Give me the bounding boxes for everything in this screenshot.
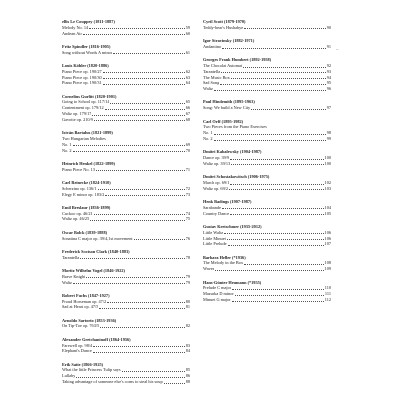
piece-title: No. 1: [203, 130, 213, 136]
piece-title: Waltz: [203, 86, 213, 92]
toc-entry[interactable]: [203, 44, 331, 50]
piece-title: Sonatina C major op. 39/4,1st movement: [62, 235, 133, 241]
dot-leader: [235, 295, 324, 296]
dot-leader: [80, 258, 185, 259]
page-number: 98: [326, 130, 331, 136]
piece-title: The Melody in the Box: [203, 260, 244, 266]
dot-leader: [110, 103, 184, 104]
collection-title: Two Hungarian Melodies: [62, 135, 106, 141]
composer-name: Dmitri Kabalewsky (1904-1987): [203, 149, 262, 155]
page-number: 76: [185, 235, 190, 241]
page-number: 59: [185, 24, 190, 30]
page-number: 100: [324, 160, 331, 166]
dot-leader: [93, 352, 185, 353]
dot-leader: [214, 90, 326, 91]
piece-title: Mazurka D minor: [203, 291, 234, 297]
composer-section: [203, 255, 331, 272]
piece-title: Gavotte op. 210/9: [62, 116, 93, 122]
dot-leader: [222, 48, 326, 49]
toc-right-column: [203, 19, 331, 310]
page-number: 112: [324, 296, 331, 302]
page-number: 92: [326, 62, 331, 68]
composer-section: [203, 224, 331, 247]
composer-name: ellis Le Couppey (1811-1887): [62, 19, 115, 24]
toc-entry[interactable]: [203, 186, 331, 192]
dot-leader: [73, 151, 185, 152]
composer-section: [203, 57, 331, 92]
piece-title: Sad at Heart op. 47/5: [62, 304, 99, 310]
dot-leader: [232, 289, 324, 290]
page-number: 99: [326, 135, 331, 141]
piece-title: Little Prelude: [203, 241, 227, 247]
toc-entry[interactable]: [62, 192, 190, 198]
composer-section: [203, 174, 331, 191]
toc-entry[interactable]: [203, 241, 331, 247]
dot-leader: [230, 159, 323, 160]
dot-leader: [107, 302, 185, 303]
dot-leader: [230, 184, 323, 185]
composer-section: [62, 180, 190, 197]
composer-section: [62, 362, 190, 385]
piece-title: Piano Piece No. 13: [62, 166, 95, 172]
composer-section: [203, 119, 331, 142]
composer-section: [203, 199, 331, 216]
piece-title: Lullaby: [62, 373, 76, 379]
toc-entry[interactable]: [203, 161, 331, 167]
page-number: 90: [326, 24, 331, 30]
piece-title: Piano Piece op. 190/31: [62, 80, 102, 86]
toc-entry[interactable]: [203, 105, 331, 111]
toc-entry[interactable]: [62, 255, 190, 261]
composer-name: Hans-Günter Heumann (*1955): [203, 279, 262, 285]
composer-section: [203, 99, 331, 111]
composer-name: István Bartalus (1821-1899): [62, 130, 113, 136]
composer-section: [62, 205, 190, 222]
dot-leader: [105, 195, 184, 196]
piece-title: Waves: [203, 266, 215, 272]
page-number: 65: [185, 99, 190, 105]
composer-name: Moritz Wilhelm Vogel (1846-1922): [62, 267, 125, 273]
page-number: 67: [185, 111, 190, 117]
page-number: 94: [326, 74, 331, 80]
dot-leader: [90, 220, 184, 221]
page-number: 103: [324, 185, 331, 191]
page-number: 70: [185, 147, 190, 153]
toc-entry[interactable]: [62, 236, 190, 242]
composer-name: Louis Köhler (1820-1886): [62, 62, 109, 68]
dot-leader: [224, 233, 323, 234]
composer-section: [62, 249, 190, 261]
dot-leader: [244, 264, 323, 265]
piece-title: Little Minuet: [203, 235, 226, 241]
dot-leader: [103, 72, 185, 73]
composer-name: Erik Satie (1866-1925): [62, 361, 104, 367]
page-number: 64: [185, 80, 190, 86]
page-number: 86: [185, 373, 190, 379]
page-number: 97: [326, 105, 331, 111]
toc-entry[interactable]: [62, 167, 190, 173]
toc-entry[interactable]: [62, 323, 190, 329]
page-number: 108: [324, 260, 331, 266]
toc-entry[interactable]: [62, 348, 190, 354]
piece-title: Dance op. 39/9: [203, 155, 230, 161]
composer-name: Fritz Spindler (1816-1905): [62, 43, 111, 49]
dot-leader: [164, 383, 185, 384]
piece-title: Piano Piece op. 190/30: [62, 74, 102, 80]
piece-title: Sad Song: [203, 80, 220, 86]
dot-leader: [215, 270, 323, 271]
piece-title: Sarabande: [203, 204, 221, 210]
dot-leader: [214, 134, 326, 135]
composer-name: Paul Hindemith (1895-1963): [203, 99, 255, 105]
piece-title: Cuckoo op. 46/21: [62, 210, 93, 216]
composer-name: Carl Reinecke (1824-1910): [62, 179, 111, 185]
page-number: 61: [185, 49, 190, 55]
dot-leader: [73, 283, 185, 284]
piece-title: Tarantella: [62, 254, 80, 260]
page-number: 110: [324, 285, 331, 291]
piece-title: Little Waltz: [203, 229, 224, 235]
page-number: 60: [185, 30, 190, 36]
page-number: 78: [185, 254, 190, 260]
page-number: 68: [185, 116, 190, 122]
composer-name: Henk Badings (1907-1987): [203, 199, 252, 205]
toc-entry[interactable]: [62, 117, 190, 123]
dot-leader: [100, 327, 185, 328]
page-number: 107: [324, 241, 331, 247]
piece-title: Waltz: [62, 279, 72, 285]
piece-title: The Chocolat Automat: [203, 62, 243, 68]
piece-title: No. 2: [62, 147, 72, 153]
dot-leader: [103, 78, 185, 79]
dot-leader: [83, 34, 185, 35]
piece-title: Elephant's Dance: [62, 348, 92, 354]
piece-title: Country Dance: [203, 210, 230, 216]
dot-leader: [89, 28, 185, 29]
composer-section: [62, 63, 190, 86]
piece-title: Piano Piece op. 190/27: [62, 68, 102, 74]
page-number: 100: [324, 155, 331, 161]
dot-leader: [98, 189, 185, 190]
page-number: 71: [185, 166, 190, 172]
composer-name: Arnoldo Sartorio (1853-1936): [62, 317, 117, 323]
toc-entry[interactable]: [203, 136, 331, 142]
dot-leader: [76, 377, 184, 378]
piece-title: Waltz op. 46/25: [62, 216, 90, 222]
toc-left-column: [62, 19, 190, 392]
piece-title: Minuet G major: [203, 296, 231, 302]
piece-title: Waltz op. 179/17: [62, 111, 92, 117]
composer-name: Heinrich Henkel (1822-1899): [62, 160, 115, 166]
composer-name: Robert Fuchs (1847-1927): [62, 292, 110, 298]
toc-entry[interactable]: [203, 266, 331, 272]
page-number: 106: [324, 229, 331, 235]
dot-leader: [243, 67, 326, 68]
page-number: 63: [185, 74, 190, 80]
page-number: 82: [185, 323, 190, 329]
piece-title: No. 2: [203, 135, 213, 141]
piece-title: Taking advantage of someone else's corns to steal his soup: [62, 379, 163, 385]
page-number: 79: [185, 279, 190, 285]
dot-leader: [94, 120, 185, 121]
piece-title: March op. 69/1: [203, 179, 230, 185]
dot-leader: [228, 245, 324, 246]
dot-leader: [86, 277, 184, 278]
composer-name: Igor Stravinsky (1882-1971): [203, 38, 255, 44]
dot-leader: [230, 214, 323, 215]
dot-leader: [122, 371, 185, 372]
composer-section: [62, 161, 190, 173]
composer-section: [203, 19, 331, 31]
toc-entry[interactable]: [62, 50, 190, 56]
toc-entry[interactable]: [203, 86, 331, 92]
piece-title: Waltz op. 69/2: [203, 185, 229, 191]
dot-leader: [222, 208, 324, 209]
dot-leader: [93, 346, 185, 347]
piece-title: On Tip-Toe op. 763/5: [62, 323, 100, 329]
dot-leader: [99, 308, 184, 309]
page-number: 66: [185, 105, 190, 111]
composer-name: Georges Frank Humbert (1892-1958): [203, 57, 272, 63]
page-number: 91: [326, 43, 331, 49]
toc-entry[interactable]: [62, 280, 190, 286]
composer-section: [62, 268, 190, 285]
toc-entry[interactable]: [203, 297, 331, 303]
dot-leader: [73, 145, 185, 146]
page-number: 111: [324, 291, 331, 297]
piece-title: The Music Box: [203, 74, 230, 80]
page-number: 75: [185, 216, 190, 222]
toc-entry[interactable]: [203, 25, 331, 31]
composer-section: [62, 230, 190, 242]
composer-section: [62, 19, 190, 36]
composer-section: [203, 280, 331, 303]
toc-entry[interactable]: [62, 216, 190, 222]
page-number: 88: [185, 379, 190, 385]
composer-name: Oscar Bolck (1839-1888): [62, 229, 108, 235]
page-number: 95: [326, 80, 331, 86]
page-number: 73: [185, 191, 190, 197]
page-number: 85: [185, 367, 190, 373]
dot-leader: [231, 164, 323, 165]
dot-leader: [220, 84, 325, 85]
piece-title: Song: We build a New City: [203, 105, 251, 111]
composer-name: Dmitri Schostakowitsch (1906-1975): [203, 174, 270, 180]
dot-leader: [113, 53, 185, 54]
composer-section: [203, 149, 331, 166]
dot-leader: [134, 239, 185, 240]
page-number: 62: [185, 68, 190, 74]
piece-title: Scherzino op. 136/1: [62, 185, 97, 191]
dot-leader: [92, 115, 184, 116]
piece-title: What the little Princess Tulip says: [62, 367, 121, 373]
composer-name: Cyril Scott (1879-1970): [203, 19, 246, 24]
composer-name: Alexander Gretchaninoff (1864-1956): [62, 336, 131, 342]
piece-title: Farewell op. 98/4: [62, 342, 93, 348]
composer-section: [62, 94, 190, 123]
composer-name: Frederick Scotson Clark (1840-1883): [62, 248, 130, 254]
composer-section: [62, 293, 190, 310]
dot-leader: [94, 214, 185, 215]
toc-entry[interactable]: [62, 379, 190, 385]
page-number: 93: [326, 68, 331, 74]
toc-entry[interactable]: [62, 148, 190, 154]
piece-title: Waltz op. 39/13: [203, 160, 231, 166]
page-number: 72: [185, 185, 190, 191]
piece-title: Song without Words A minor: [62, 49, 113, 55]
page-number: 105: [324, 210, 331, 216]
collection-title: Two Pieces from the Piano Exercises: [203, 124, 267, 130]
piece-title: Contentment op. 179/12: [62, 105, 104, 111]
piece-title: Proud Horseman op. 47/2: [62, 298, 107, 304]
page-number: 104: [324, 204, 331, 210]
dot-leader: [96, 170, 185, 171]
piece-title: Andantino: [203, 43, 222, 49]
piece-title: Tarantella: [203, 68, 221, 74]
page-number: 102: [324, 179, 331, 185]
piece-title: Teddy-bear's Hushabye: [203, 24, 244, 30]
dot-leader: [251, 109, 326, 110]
dot-leader: [214, 140, 326, 141]
page-number: 69: [185, 141, 190, 147]
dot-leader: [231, 78, 326, 79]
page-number: 96: [326, 86, 331, 92]
toc-entry[interactable]: [62, 31, 190, 37]
page-number: 80: [185, 298, 190, 304]
toc-entry[interactable]: [62, 304, 190, 310]
dot-leader: [232, 301, 324, 302]
page-number: 106: [324, 235, 331, 241]
composer-section: [203, 38, 331, 50]
page-number: 84: [185, 348, 190, 354]
dot-leader: [229, 189, 323, 190]
piece-title: Andean Air: [62, 30, 82, 36]
composer-section: [62, 337, 190, 354]
piece-title: No. 1: [62, 141, 72, 147]
toc-entry[interactable]: [203, 211, 331, 217]
page-number: 74: [185, 210, 190, 216]
piece-title: Prelude C major: [203, 285, 232, 291]
composer-name: Gustav Kretschmer (1935-2012): [203, 223, 262, 229]
dot-leader: [221, 72, 326, 73]
piece-title: Brave Knight: [62, 273, 86, 279]
page-number: 109: [324, 266, 331, 272]
composer-section: [62, 130, 190, 153]
page-number: 83: [185, 342, 190, 348]
composer-name: Emil Breslaur (1836-1899): [62, 204, 111, 210]
composer-section: [62, 44, 190, 56]
composer-name: Barbara Heller (*1936): [203, 254, 246, 260]
dot-leader: [103, 84, 185, 85]
piece-title: Elegy E minor op. 183/2: [62, 191, 105, 197]
dot-leader: [105, 109, 185, 110]
composer-section: [62, 318, 190, 330]
toc-entry[interactable]: [62, 80, 190, 86]
margin-mark: --: [336, 46, 339, 51]
composer-name: Carl Orff (1895-1982): [203, 118, 244, 124]
piece-title: Melody No. 14: [62, 24, 89, 30]
composer-name: Cornelius Gurlitt (1820-1901): [62, 93, 117, 99]
dot-leader: [244, 28, 325, 29]
page-number: 79: [185, 273, 190, 279]
piece-title: Going to School op. 117/14: [62, 99, 110, 105]
dot-leader: [227, 239, 324, 240]
page-number: 81: [185, 304, 190, 310]
